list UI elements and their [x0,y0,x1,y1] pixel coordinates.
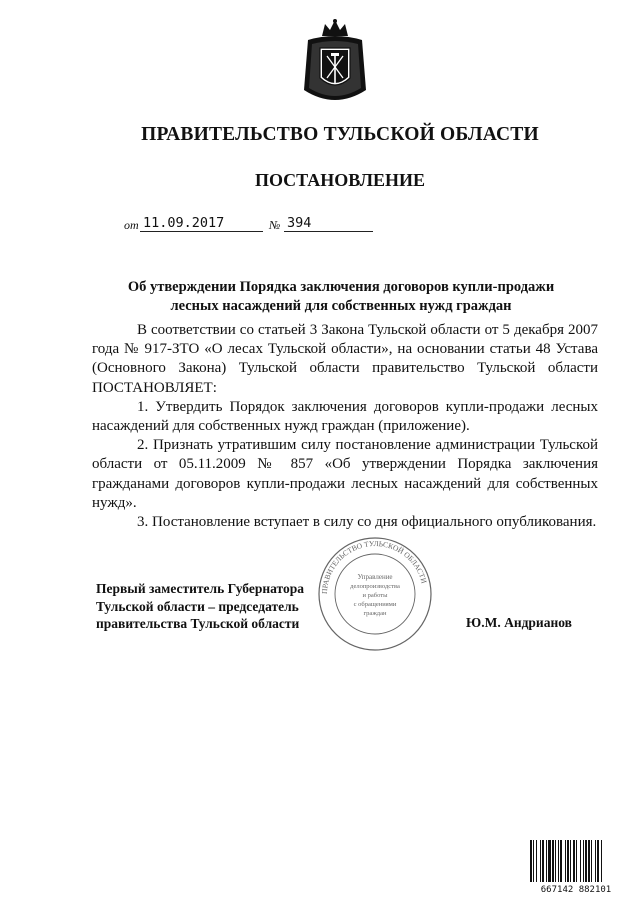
barcode-number: 667142 882101 [540,885,612,894]
document-number: 394 [284,215,373,232]
barcode-bar [573,840,575,882]
item-3-paragraph: 3. Постановление вступает в силу со дня официального опубликования. [137,514,597,531]
barcode-bar [583,840,584,882]
barcode-bar [595,840,596,882]
barcode-bar [555,840,556,882]
stamp-line-2: делопроизводства [350,583,400,590]
barcode-bar [530,840,532,882]
barcode-bar [560,840,562,882]
item-1-paragraph: 1. Утвердить Порядок заключения договоров купли-продажи лесных насаждений для собственных нужд граждан (приложение). [92,398,598,435]
position-line-2: Тульской области – председатель [96,598,299,614]
barcode-bar [580,840,581,882]
date-label: от [124,218,139,232]
barcode-bar [552,840,554,882]
barcode-bar [601,840,602,882]
date-number-line [124,215,312,233]
barcode-bar [542,840,544,882]
coat-of-arms-icon [300,18,370,106]
document-type: ПОСТАНОВЛЕНИЕ [254,170,426,190]
barcode-bar [576,840,577,882]
barcode-bar [585,840,587,882]
signatory-name: Ю.М. Андрианов [466,615,572,630]
barcode [528,838,624,894]
barcode-bar [591,840,592,882]
barcode-bars [530,840,602,882]
item-2-paragraph: 2. Признать утратившим силу постановление администрации Тульской области от 05.11.2009 № 857 «Об утверждении Порядка заключения гражданами договоров купли-продажи лесных насаждений для собственных нужд». [92,437,598,511]
barcode-bar [546,840,547,882]
preamble-paragraph: В соответствии со статьей 3 Закона Тульской области от 5 декабря 2007 года № 917-ЗТО «О лесах Тульской области», на основании статьи 48 Устава (Основного Закона) Тульской области правительство Тульской области ПОСТАНОВЛЯЕТ: [92,322,598,396]
signatory-position [96,580,304,633]
document-body [92,321,598,532]
position-line-3: правительства Тульской области [96,616,300,631]
official-stamp [316,535,434,653]
barcode-bar [597,840,599,882]
stamp-ring-text: ПРАВИТЕЛЬСТВО ТУЛЬСКОЙ ОБЛАСТИ [319,538,429,595]
stamp-line-5: граждан [363,610,387,617]
stamp-line-1: Управление [357,573,393,581]
stamp-line-3: и работы [362,592,388,599]
document-title [108,278,574,316]
organization-title: ПРАВИТЕЛЬСТВО ТУЛЬСКОЙ ОБЛАСТИ [141,124,539,145]
barcode-bar [567,840,569,882]
barcode-bar [588,840,590,882]
title-line-2: лесных насаждений для собственных нужд граждан [170,298,512,314]
barcode-bar [548,840,551,882]
barcode-bar [565,840,566,882]
document-date: 11.09.2017 [140,215,263,232]
barcode-bar [533,840,534,882]
number-label: № [269,218,281,232]
title-line-1: Об утверждении Порядка заключения договоров купли-продажи [127,279,555,295]
position-line-1: Первый заместитель Губернатора [96,581,304,596]
stamp-line-4: с обращениями [353,601,397,608]
barcode-bar [570,840,571,882]
barcode-bar [540,840,541,882]
barcode-bar [558,840,559,882]
barcode-bar [536,840,537,882]
